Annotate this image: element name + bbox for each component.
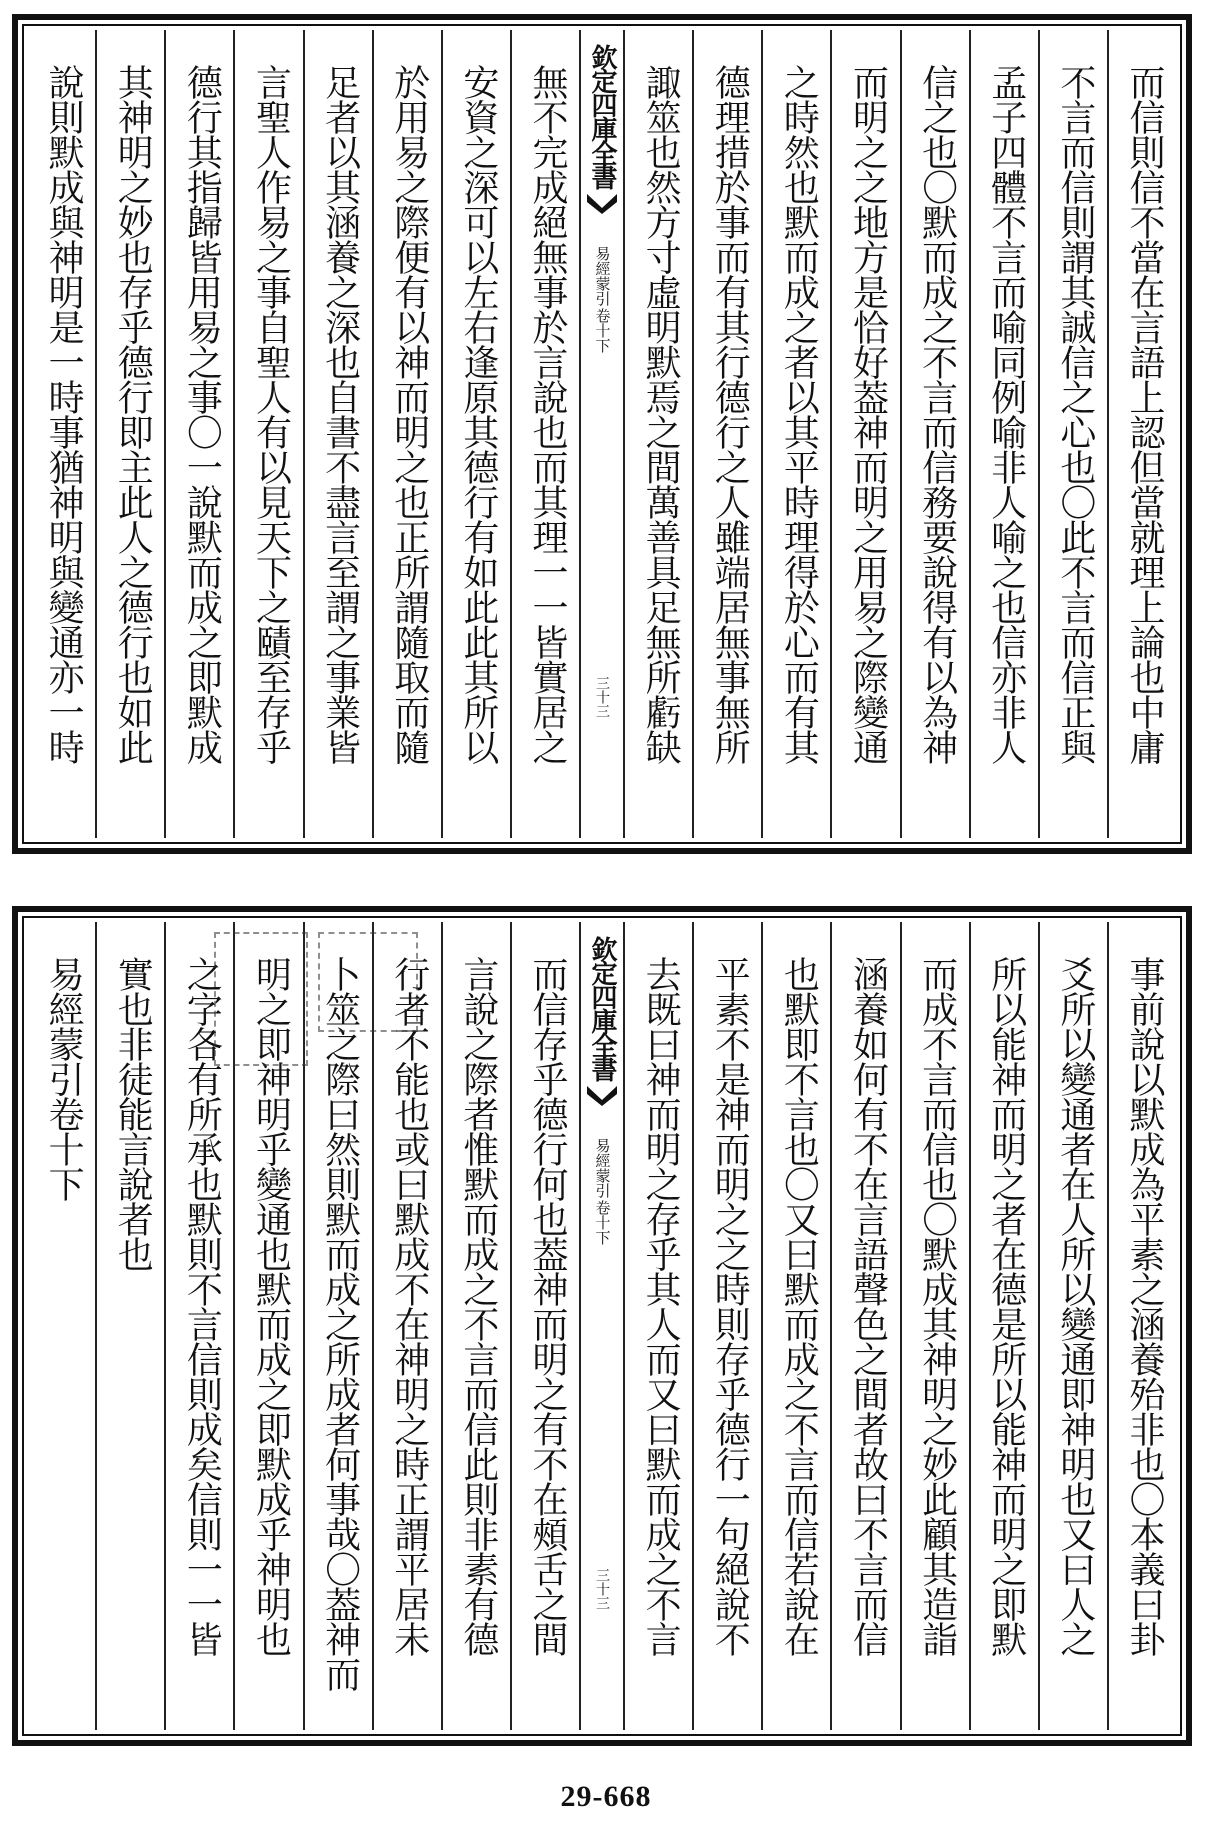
volume-label: 卷十下 <box>593 308 612 353</box>
text-column: 而明之之地方是恰好葢神而明之用易之際變通 <box>830 30 899 838</box>
text-column: 之字各有所承也默則不言信則成矣信則一一皆 <box>164 922 233 1730</box>
text-column: 去既曰神而明之存乎其人而又曰默而成之不言 <box>623 922 692 1730</box>
text-column: 言說之際者惟默而成之不言而信此則非素有德 <box>441 922 510 1730</box>
text-column: 平素不是神而明之之時則存乎德行一句絕說不 <box>692 922 761 1730</box>
book-header: 欽定四庫全書 <box>587 44 617 188</box>
folio-number: 三十三 <box>594 1568 610 1610</box>
center-fold-bottom <box>579 922 623 1730</box>
text-column: 無不完成絕無事於言說也而其理一一皆實居之 <box>510 30 579 838</box>
volume-label: 卷十下 <box>593 1200 612 1245</box>
book-header: 欽定四庫全書 <box>587 936 617 1080</box>
text-column: 而信存乎德行何也葢神而明之有不在頰舌之間 <box>510 922 579 1730</box>
text-column: 德行其指歸皆用易之事〇一說默而成之即默成 <box>164 30 233 838</box>
text-column: 事前說以默成為平素之涵養殆非也〇本義曰卦 <box>1107 922 1176 1730</box>
text-column: 卜筮之際曰然則默而成之所成者何事哉〇葢神而 <box>303 922 372 1730</box>
text-column: 所以能神而明之者在德是所以能神而明之即默 <box>969 922 1038 1730</box>
text-column: 行者不能也或曰默成不在神明之時正謂平居未 <box>372 922 441 1730</box>
folio-number: 三十三 <box>594 676 610 718</box>
center-fold-top <box>579 30 623 838</box>
text-column: 實也非徒能言說者也 <box>95 922 164 1730</box>
text-column: 明之即神明乎變通也默而成之即默成乎神明也 <box>233 922 302 1730</box>
text-column: 於用易之際便有以神而明之也正所謂隨取而隨 <box>372 30 441 838</box>
text-column: 諏筮也然方寸虛明默焉之間萬善具足無所虧缺 <box>623 30 692 838</box>
text-column: 爻所以變通者在人所以變通即神明也又曰人之 <box>1038 922 1107 1730</box>
text-column: 也默即不言也〇又曰默而成之不言而信若說在 <box>761 922 830 1730</box>
text-column: 信之也〇默而成之不言而信務要說得有以為神 <box>900 30 969 838</box>
text-columns-top <box>28 30 1176 838</box>
page-top <box>12 14 1192 854</box>
text-column: 其神明之妙也存乎德行即主此人之德行也如此 <box>95 30 164 838</box>
text-column: 之時然也默而成之者以其平時理得於心而有其 <box>761 30 830 838</box>
text-column: 孟子四體不言而喻同例喻非人喻之也信亦非人 <box>969 30 1038 838</box>
text-column: 涵養如何有不在言語聲色之間者故曰不言而信 <box>830 922 899 1730</box>
fish-tail-mark-icon <box>585 1084 619 1108</box>
fish-tail-mark-icon <box>585 192 619 216</box>
title-block <box>594 1138 611 1245</box>
text-columns-bottom <box>28 922 1176 1730</box>
text-column: 安資之深可以左右逢原其德行有如此此其所以 <box>441 30 510 838</box>
text-column: 不言而信則謂其誠信之心也〇此不言而信正與 <box>1038 30 1107 838</box>
text-column: 而成不言而信也〇默成其神明之妙此顧其造詣 <box>900 922 969 1730</box>
text-column: 易經蒙引卷十下 <box>43 956 85 1201</box>
page-number: 29-668 <box>560 1780 652 1813</box>
page-bottom <box>12 906 1192 1746</box>
title-block <box>594 246 611 353</box>
text-column: 言聖人作易之事自聖人有以見天下之賾至存乎 <box>233 30 302 838</box>
text-column: 足者以其涵養之深也自書不盡言至謂之事業皆 <box>303 30 372 838</box>
text-column: 說則默成與神明是一時事猶神明與變通亦一時 <box>43 64 85 764</box>
book-title: 易經蒙引 <box>593 246 612 306</box>
text-column: 而信則信不當在言語上認但當就理上論也中庸 <box>1107 30 1176 838</box>
book-title: 易經蒙引 <box>593 1138 612 1198</box>
text-column: 德理措於事而有其行德行之人雖端居無事無所 <box>692 30 761 838</box>
